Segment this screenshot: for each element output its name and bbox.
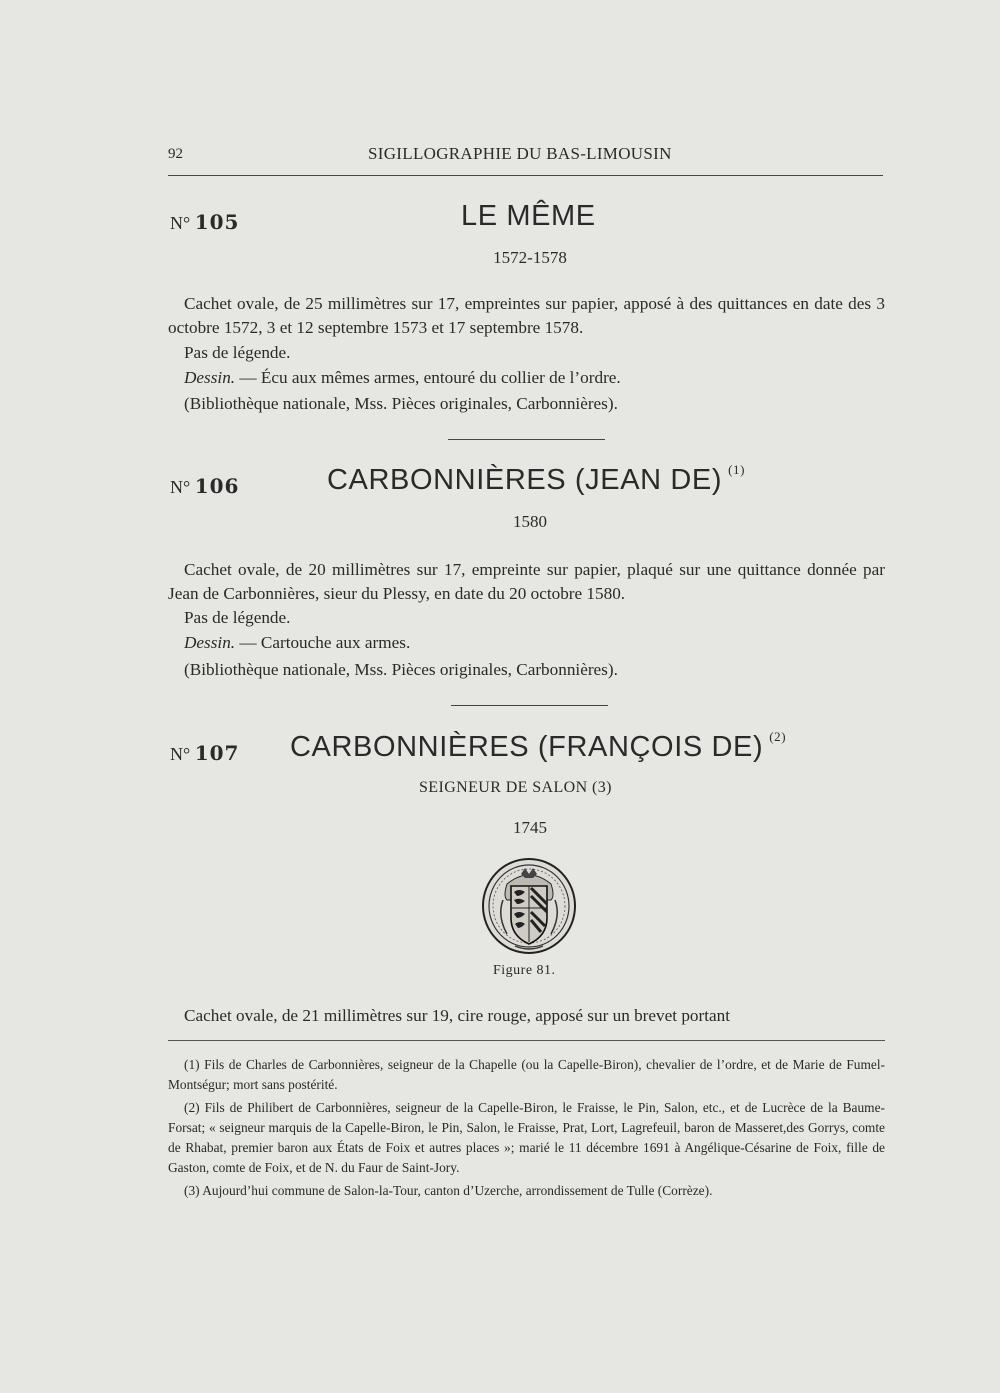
number-value: 105 — [194, 210, 240, 234]
footnotes — [168, 1055, 885, 1204]
number-prefix: N° — [170, 213, 191, 233]
page-number: 92 — [168, 146, 183, 162]
seal-icon — [481, 856, 577, 956]
drawing-text: — Écu aux mêmes armes, entouré du collier de l’ordre. — [239, 368, 621, 387]
entry-number — [170, 741, 239, 765]
entry-legend: Pas de légende. — [184, 608, 291, 627]
drawing-label: Dessin. — [184, 633, 236, 652]
running-header — [168, 144, 884, 168]
entry-source: (Bibliothèque nationale, Mss. Pièces originales, Carbonnières). — [184, 394, 618, 413]
figure-caption: Figure 81. — [493, 963, 556, 978]
entry-source: (Bibliothèque nationale, Mss. Pièces originales, Carbonnières). — [184, 660, 618, 679]
seal-figure — [481, 856, 577, 956]
entry-title — [290, 731, 786, 764]
footnote-rule — [168, 1040, 885, 1041]
title-text: LE MÊME — [461, 200, 596, 232]
entry-date: 1572-1578 — [493, 248, 567, 267]
number-value: 107 — [194, 741, 240, 765]
footnote-ref: (2) — [769, 729, 787, 744]
entry-separator — [451, 705, 608, 706]
number-prefix: N° — [170, 744, 191, 764]
title-text: CARBONNIÈRES (FRANÇOIS DE) — [290, 731, 764, 763]
entry-drawing — [184, 633, 410, 653]
entry-description — [168, 292, 885, 340]
entry-number — [170, 474, 239, 498]
entry-legend: Pas de légende. — [184, 343, 291, 362]
entry-separator — [448, 439, 605, 440]
drawing-label: Dessin. — [184, 368, 236, 387]
entry-description — [168, 558, 885, 606]
title-text: CARBONNIÈRES (JEAN DE) — [327, 464, 723, 496]
description-text: Cachet ovale, de 20 millimètres sur 17, empreinte sur papier, plaqué sur une quittance donnée par Jean de Carbonnières, sieur du Plessy, en date du 20 octobre 1580. — [168, 560, 885, 603]
entry-date: 1745 — [513, 818, 547, 837]
footnote: (3) Aujourd’hui commune de Salon-la-Tour, canton d’Uzerche, arrondissement de Tulle (Corrèze). — [184, 1183, 713, 1198]
entry-date: 1580 — [513, 512, 547, 531]
description-text: Cachet ovale, de 21 millimètres sur 19, cire rouge, apposé sur un brevet portant — [184, 1006, 731, 1025]
entry-description — [168, 1004, 885, 1028]
running-title: SIGILLOGRAPHIE DU BAS-LIMOUSIN — [368, 144, 672, 163]
entry-number — [170, 210, 239, 234]
entry-title — [327, 464, 745, 497]
footnote-ref: (1) — [728, 462, 746, 477]
entry-subtitle: SEIGNEUR DE SALON (3) — [419, 779, 612, 796]
drawing-text: — Cartouche aux armes. — [239, 633, 411, 652]
entry-drawing — [184, 368, 621, 388]
footnote: (2) Fils de Philibert de Carbonnières, seigneur de la Capelle-Biron, le Fraisse, le Pin, Salon, etc., et de Lucrèce de la Baume-Forsat; « seigneur marquis de la Capelle-Biron, le Pin, Salon, le Fraisse, Prat, Lort, Lagrefeuil, baron de Masseret,des Gorrys, comte de Rhabat, premier baron aux États de Foix et autres places »; marié le 11 décembre 1691 à Angélique-Césarine de Foix, fille de Gaston, comte de Foix, et de N. du Faur de Saint-Jory. — [168, 1100, 885, 1175]
number-value: 106 — [194, 474, 240, 498]
entry-title — [461, 200, 596, 233]
number-prefix: N° — [170, 477, 191, 497]
footnote: (1) Fils de Charles de Carbonnières, seigneur de la Chapelle (ou la Capelle-Biron), chevalier de l’ordre, et de Marie de Fumel-Montségur; mort sans postérité. — [168, 1057, 885, 1092]
description-text: Cachet ovale, de 25 millimètres sur 17, empreintes sur papier, apposé à des quittances en date des 3 octobre 1572, 3 et 12 septembre 1573 et 17 septembre 1578. — [168, 294, 885, 337]
header-rule — [168, 175, 883, 176]
